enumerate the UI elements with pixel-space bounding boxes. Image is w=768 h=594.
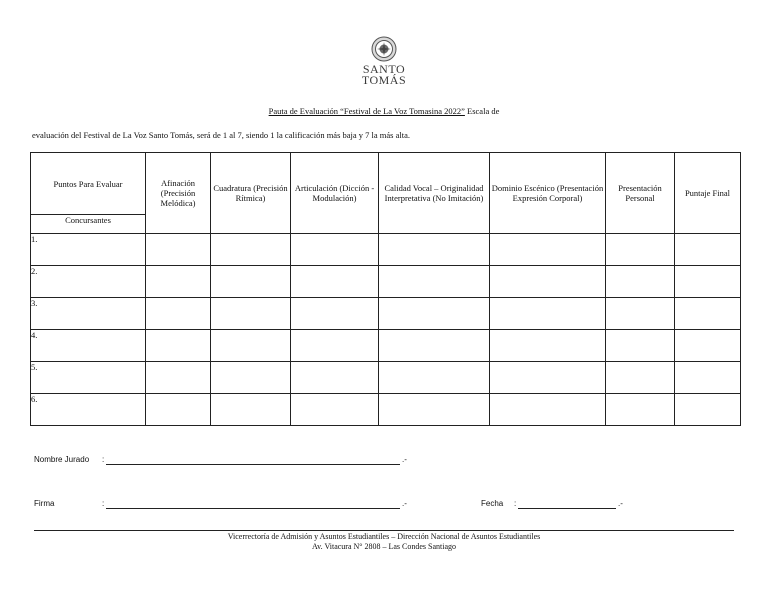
santo-tomas-seal-icon [371,36,397,62]
score-cell[interactable] [379,362,490,394]
fecha-date-line[interactable] [518,508,616,509]
firma-end-mark: .- [402,499,407,508]
evaluation-table [30,152,741,426]
scale-description: evaluación del Festival de La Voz Santo Tomás, será de 1 al 7, siendo 1 la calificación más baja y 7 la más alta. [32,130,411,140]
score-cell[interactable] [606,234,675,266]
header-articulacion: Articulación (Dicción - Modulación) [291,153,379,234]
score-cell[interactable] [606,298,675,330]
score-cell[interactable] [379,234,490,266]
table-row [31,266,741,298]
row-label: 3. [31,298,146,330]
header-concursantes: Concursantes [65,215,111,225]
score-cell[interactable] [291,234,379,266]
fecha-colon: : [514,499,517,508]
document-title [0,106,768,116]
header-cell-criteria [31,153,146,234]
jurado-end-mark: .- [402,455,407,464]
score-cell[interactable] [379,266,490,298]
fecha-end-mark: .- [618,499,623,508]
score-cell[interactable] [291,330,379,362]
score-cell[interactable] [606,362,675,394]
score-cell[interactable] [146,394,211,426]
footer-line-1: Vicerrectoría de Admisión y Asuntos Estudiantiles – Dirección Nacional de Asuntos Estudiantiles [227,532,541,541]
header-cuadratura: Cuadratura (Precisión Rítmica) [211,153,291,234]
row-label: 6. [31,394,146,426]
table-row [31,362,741,394]
score-cell[interactable] [146,266,211,298]
score-cell[interactable] [675,330,741,362]
logo [352,36,416,86]
title-rest: Escala de [464,106,500,116]
score-cell[interactable] [146,330,211,362]
footer-divider [34,530,734,531]
header-puntos-para-evaluar: Puntos Para Evaluar [53,179,123,189]
score-cell[interactable] [606,266,675,298]
table-row [31,330,741,362]
score-cell[interactable] [211,330,291,362]
score-cell[interactable] [211,298,291,330]
header-afinacion: Afinación (Precisión Melódica) [146,153,211,234]
row-label: 5. [31,362,146,394]
logo-text-tomas: TOMÁS [361,73,407,87]
score-cell[interactable] [211,362,291,394]
score-cell[interactable] [211,266,291,298]
score-cell[interactable] [606,394,675,426]
score-cell[interactable] [490,330,606,362]
score-cell[interactable] [675,394,741,426]
score-cell[interactable] [211,394,291,426]
table-header-row [31,153,741,234]
logo-text-santo: SANTO [362,62,406,76]
firma-label: Firma [34,499,55,508]
fecha-label: Fecha [481,499,504,508]
score-cell[interactable] [490,362,606,394]
score-cell[interactable] [675,266,741,298]
jurado-name-line[interactable] [106,464,400,465]
score-cell[interactable] [490,234,606,266]
firma-colon: : [102,499,105,508]
score-cell[interactable] [490,394,606,426]
score-cell[interactable] [291,362,379,394]
footer-line-2: Av. Vitacura N° 2808 – Las Condes Santiago [311,542,457,551]
score-cell[interactable] [291,266,379,298]
table-row [31,234,741,266]
header-calidad-vocal: Calidad Vocal – Originalidad Interpretativa (No Imitación) [379,153,490,234]
score-cell[interactable] [379,330,490,362]
table-row [31,298,741,330]
score-cell[interactable] [291,394,379,426]
score-cell[interactable] [379,298,490,330]
score-cell[interactable] [490,298,606,330]
score-cell[interactable] [675,234,741,266]
header-dominio-escenico: Dominio Escénico (Presentación Expresión Corporal) [490,153,606,234]
score-cell[interactable] [379,394,490,426]
score-cell[interactable] [675,298,741,330]
score-cell[interactable] [211,234,291,266]
score-cell[interactable] [675,362,741,394]
jurado-colon: : [102,455,105,464]
header-presentacion-personal: Presentación Personal [606,153,675,234]
score-cell[interactable] [291,298,379,330]
score-cell[interactable] [490,266,606,298]
header-puntaje-final: Puntaje Final [675,153,741,234]
firma-signature-line[interactable] [106,508,400,509]
title-underlined: Pauta de Evaluación “Festival de La Voz Tomasina 2022” [268,106,465,116]
row-label: 1. [31,234,146,266]
score-cell[interactable] [146,362,211,394]
row-label: 4. [31,330,146,362]
score-cell[interactable] [146,298,211,330]
table-row [31,394,741,426]
score-cell[interactable] [146,234,211,266]
jurado-label: Nombre Jurado [34,455,90,464]
score-cell[interactable] [606,330,675,362]
row-label: 2. [31,266,146,298]
